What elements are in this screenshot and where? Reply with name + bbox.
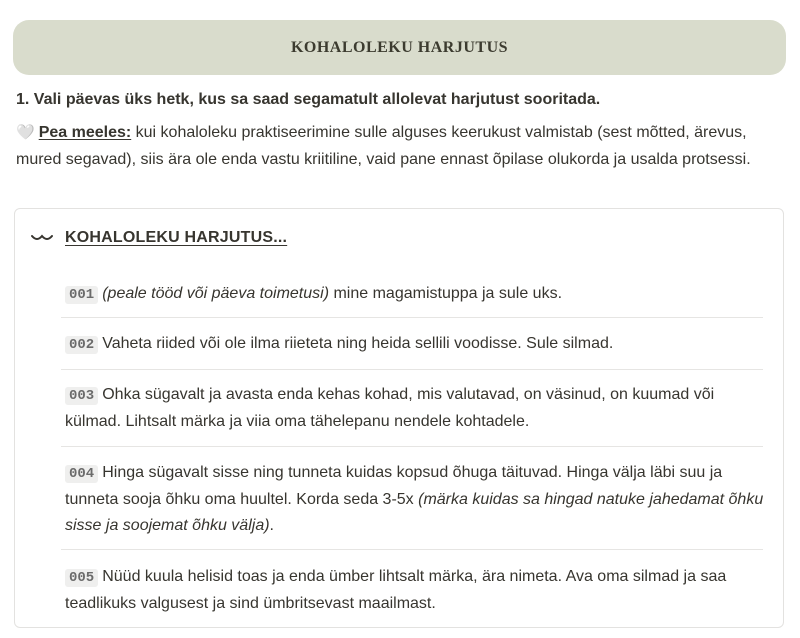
toggle-header[interactable]	[31, 229, 287, 247]
title-banner	[13, 20, 786, 75]
step-item	[65, 460, 765, 539]
reminder-text: kui kohaloleku praktiseerimine sulle alguses keerukust valmistab (sest mõtted, ärevus, mured segavad), siis ära ole enda vastu kriitiline, vaid pane ennast õpilase olukorda ja usalda protsessi.	[16, 124, 751, 168]
step-number: 005	[65, 569, 98, 587]
step-tail: .	[269, 517, 274, 534]
step-number: 003	[65, 387, 98, 405]
reminder-label: Pea meeles:	[38, 124, 132, 141]
instruction-heading: 1. Vali päevas üks hetk, kus sa saad segamatult allolevat harjutust sooritada.	[16, 91, 601, 108]
step-text: Ohka sügavalt ja avasta enda kehas kohad, mis valutavad, on väsinud, on kuumad või külmad. Lihtsalt märka ja viia oma tähelepanu nendele kohtadele.	[65, 386, 715, 430]
step-item	[65, 382, 765, 435]
toggle-title: KOHALOLEKU HARJUTUS...	[65, 229, 288, 246]
step-text: Nüüd kuula helisid toas ja enda ümber lihtsalt märka, ära nimeta. Ava oma silmad ja saa teadlikuks valgusest ja sind ümbritsevast maailmast.	[65, 568, 727, 612]
step-number: 004	[65, 465, 98, 483]
step-divider	[61, 446, 763, 447]
chevron-wave-icon[interactable]	[31, 231, 53, 245]
step-italic: (märka kuidas sa hingad natuke jahedamat õhku sisse ja soojemat õhku välja)	[65, 491, 764, 534]
reminder-paragraph	[16, 120, 786, 173]
step-item	[65, 281, 765, 308]
white-heart-icon: 🤍	[16, 124, 35, 141]
step-number: 001	[65, 286, 98, 304]
step-item	[65, 331, 765, 358]
exercise-toggle-block	[14, 208, 784, 628]
step-item	[65, 564, 765, 617]
step-italic: (peale tööd või päeva toimetusi)	[102, 285, 330, 302]
step-divider	[61, 369, 763, 370]
step-text: Hinga sügavalt sisse ning tunneta kuidas kopsud õhuga täituvad. Hinga välja läbi suu ja tunneta sooja õhku oma huultel. Korda seda 3-5x	[65, 464, 723, 508]
step-text: Vaheta riided või ole ilma riieteta ning heida sellili voodisse. Sule silmad.	[102, 335, 614, 352]
step-divider	[61, 549, 763, 550]
step-number: 002	[65, 336, 98, 354]
step-text: mine magamistuppa ja sule uks.	[329, 285, 563, 302]
banner-title: KOHALOLEKU HARJUTUS	[290, 38, 509, 56]
step-divider	[61, 317, 763, 318]
